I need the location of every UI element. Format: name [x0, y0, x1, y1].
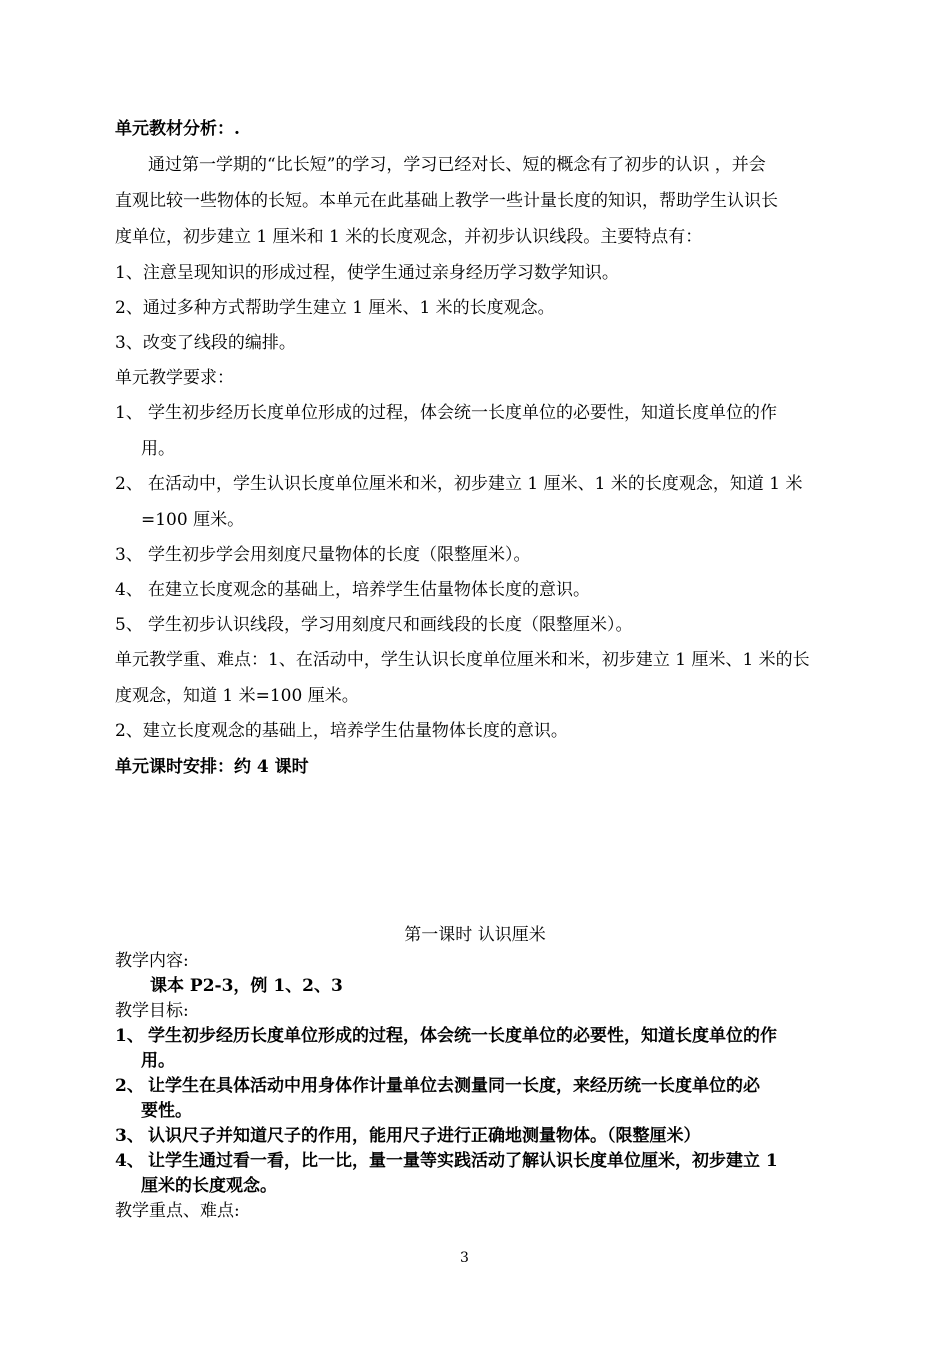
lesson-goal-4-text: 让学生通过看一看，比一比，量一量等实践活动了解认识长度单位厘米，初步建立 1 [148, 1151, 778, 1171]
page-number: 3 [460, 1250, 469, 1266]
lesson-goal-1-text: 学生初步经历长度单位形成的过程，体会统一长度单位的必要性，知道长度单位的作 [148, 1026, 777, 1046]
requirements-heading: 单元教学要求： [115, 368, 234, 388]
analysis-point-1: 1、注意呈现知识的形成过程，使学生通过亲身经历学习数学知识。 [115, 263, 619, 283]
requirement-3 [115, 540, 855, 565]
lesson-goal-4-number: 4、 [115, 1151, 144, 1171]
lesson-content-heading: 教学内容: [115, 951, 189, 971]
analysis-point-2: 2、通过多种方式帮助学生建立 1 厘米、1 米的长度观念。 [115, 298, 555, 318]
requirement-3-text: 学生初步学会用刻度尺量物体的长度（限整厘米）。 [148, 545, 531, 565]
requirement-2-text: 在活动中，学生认识长度单位厘米和米，初步建立 1 厘米、1 米的长度观念，知道 1 米 [148, 474, 803, 494]
requirement-1-continuation: 用。 [141, 439, 175, 459]
key-points-line-1: 单元教学重、难点：1、在活动中，学生认识长度单位厘米和米，初步建立 1 厘米、1 米的长 [115, 650, 810, 670]
key-points-line-2: 度观念，知道 1 米=100 厘米。 [115, 686, 359, 706]
analysis-paragraph-line-3: 度单位，初步建立 1 厘米和 1 米的长度观念，并初步认识线段。主要特点有： [115, 227, 703, 247]
schedule: 单元课时安排：约 4 课时 [115, 757, 309, 777]
lesson-goal-3-number: 3、 [115, 1126, 144, 1146]
requirement-1 [115, 398, 855, 423]
lesson-goal-2-continuation: 要性。 [141, 1101, 192, 1121]
lesson-goal-2-text: 让学生在具体活动中用身体作计量单位去测量同一长度，来经历统一长度单位的必 [148, 1076, 760, 1096]
lesson-goal-2-number: 2、 [115, 1076, 144, 1096]
lesson-difficulty-heading: 教学重点、难点: [115, 1201, 240, 1221]
lesson-content: 课本 P2-3，例 1、2、3 [150, 976, 343, 996]
requirement-4-number: 4、 [115, 580, 143, 600]
lesson-goals-heading: 教学目标: [115, 1001, 189, 1021]
requirement-3-number: 3、 [115, 545, 143, 565]
lesson-goal-1 [115, 1021, 855, 1046]
analysis-point-3: 3、改变了线段的编排。 [115, 333, 296, 353]
requirement-1-number: 1、 [115, 403, 143, 423]
requirement-1-text: 学生初步经历长度单位形成的过程，体会统一长度单位的必要性，知道长度单位的作 [148, 403, 777, 423]
lesson-title: 第一课时 认识厘米 [404, 925, 546, 945]
requirement-5-text: 学生初步认识线段，学习用刻度尺和画线段的长度（限整厘米）。 [148, 615, 633, 635]
lesson-goal-3 [115, 1121, 855, 1146]
requirement-2-number: 2、 [115, 474, 143, 494]
requirement-2-continuation: =100 厘米。 [141, 510, 245, 530]
lesson-goal-2 [115, 1071, 855, 1096]
analysis-heading: 单元教材分析：. [115, 119, 240, 139]
lesson-goal-4-continuation: 厘米的长度观念。 [141, 1176, 277, 1196]
requirement-4-text: 在建立长度观念的基础上，培养学生估量物体长度的意识。 [148, 580, 590, 600]
lesson-goal-4 [115, 1146, 855, 1171]
analysis-paragraph-line-1: 通过第一学期的“比长短”的学习，学习已经对长、短的概念有了初步的认识 ，并会 [148, 155, 766, 175]
requirement-5-number: 5、 [115, 615, 143, 635]
requirement-2 [115, 469, 855, 494]
requirement-5 [115, 610, 855, 635]
lesson-goal-1-number: 1、 [115, 1026, 144, 1046]
requirement-4 [115, 575, 855, 600]
key-points-line-3: 2、建立长度观念的基础上，培养学生估量物体长度的意识。 [115, 721, 568, 741]
lesson-goal-3-text: 认识尺子并知道尺子的作用，能用尺子进行正确地测量物体。（限整厘米） [148, 1126, 701, 1146]
analysis-paragraph-line-2: 直观比较一些物体的长短。本单元在此基础上教学一些计量长度的知识，帮助学生认识长 [115, 191, 778, 211]
lesson-goal-1-continuation: 用。 [141, 1051, 175, 1071]
